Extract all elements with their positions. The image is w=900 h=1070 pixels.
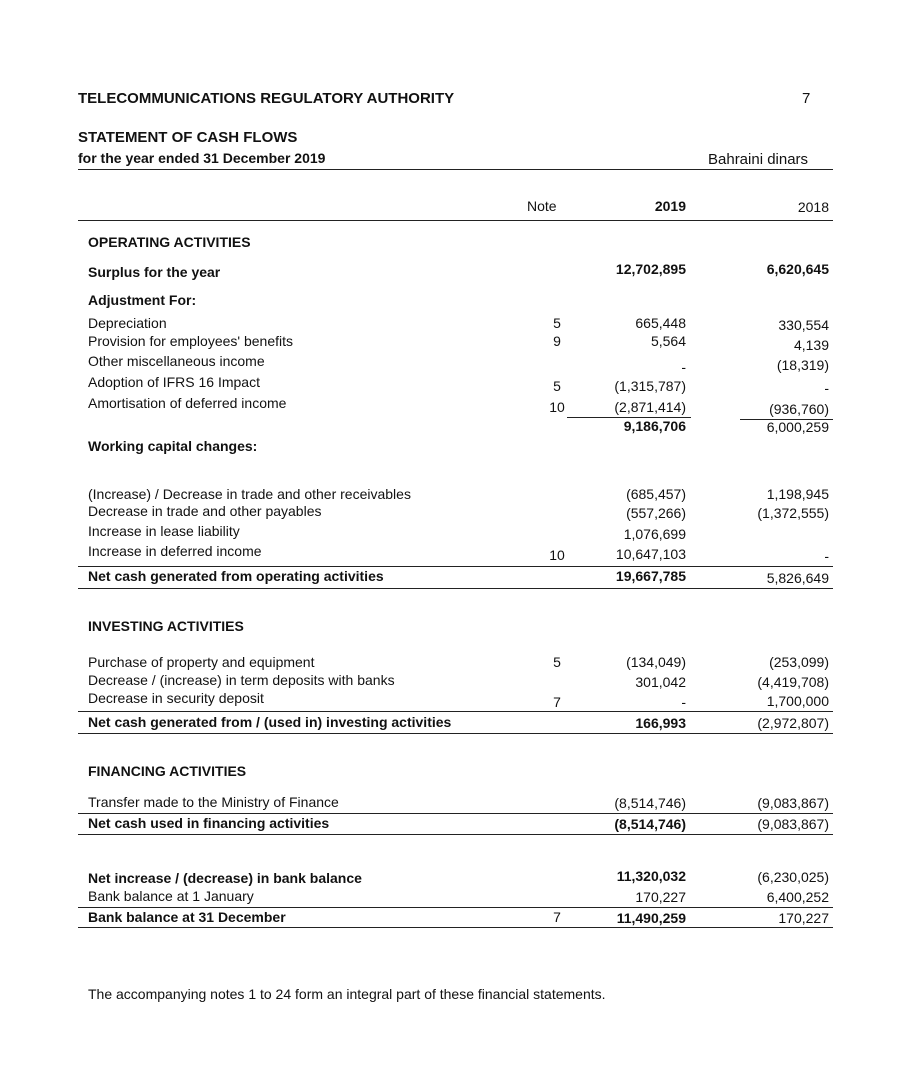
value-2019: -	[681, 359, 686, 375]
value-2018: 6,620,645	[766, 261, 829, 277]
adjustments-heading: Adjustment For:	[88, 292, 197, 308]
operating-total-bottom-rule	[78, 588, 833, 589]
value-2018: 170,227	[778, 910, 829, 926]
operating-total-top-rule	[78, 566, 833, 567]
row-label: Surplus for the year	[88, 264, 221, 280]
row-note: 7	[553, 694, 561, 710]
row-label: Net increase / (decrease) in bank balance	[88, 870, 362, 886]
row-label: Net cash generated from / (used in) investing activities	[88, 714, 452, 730]
value-2018: 5,826,649	[766, 570, 829, 586]
value-2018: (9,083,867)	[757, 795, 829, 811]
row-label: Depreciation	[88, 315, 167, 331]
value-2019: 665,448	[635, 315, 686, 331]
investing-row	[0, 672, 900, 692]
net-change-row	[0, 868, 900, 888]
financing-total-bottom-rule	[78, 834, 833, 835]
working-capital-row	[0, 523, 900, 543]
row-label: Increase in deferred income	[88, 543, 262, 559]
row-label: Decrease / (increase) in term deposits with banks	[88, 672, 395, 688]
row-label: Net cash used in financing activities	[88, 815, 330, 831]
statement-title: STATEMENT OF CASH FLOWS	[78, 129, 298, 146]
investing-row	[0, 654, 900, 674]
adjustment-row	[0, 374, 900, 394]
footer-note: The accompanying notes 1 to 24 form an integral part of these financial statements.	[88, 986, 606, 1002]
statement-period: for the year ended 31 December 2019	[78, 150, 326, 166]
row-label: Net cash generated from operating activities	[88, 568, 384, 584]
value-2018: 1,700,000	[766, 693, 829, 709]
investing-row	[0, 690, 900, 710]
row-note: 5	[553, 378, 561, 394]
value-2018: -	[824, 380, 829, 396]
value-2019: 12,702,895	[615, 261, 686, 277]
investing-heading: INVESTING ACTIVITIES	[88, 618, 244, 634]
value-2019: (1,315,787)	[614, 378, 686, 394]
value-2019: 11,490,259	[616, 910, 686, 926]
investing-total-row	[0, 714, 900, 734]
investing-total-top-rule	[78, 711, 833, 712]
row-label: Decrease in trade and other payables	[88, 503, 322, 519]
value-2019: 19,667,785	[615, 568, 686, 584]
value-2019: 301,042	[635, 674, 686, 690]
row-note: 9	[553, 333, 561, 349]
value-2019: (2,871,414)	[614, 399, 686, 415]
value-2018: 330,554	[778, 317, 829, 333]
adjustment-row	[0, 353, 900, 373]
opening-balance-row	[0, 888, 900, 908]
closing-balance-row	[0, 909, 900, 929]
value-2018: (18,319)	[776, 357, 829, 373]
value-2018: (2,972,807)	[757, 715, 829, 731]
financing-total-top-rule	[78, 813, 833, 814]
value-2018: 1,198,945	[766, 486, 829, 502]
financing-heading: FINANCING ACTIVITIES	[88, 763, 247, 779]
value-2019: 1,076,699	[623, 526, 686, 542]
row-label: Other miscellaneous income	[88, 353, 265, 369]
column-header-rule	[78, 220, 833, 221]
financing-row	[0, 794, 900, 814]
value-2018: -	[824, 548, 829, 564]
row-note: 5	[553, 315, 561, 331]
value-2019: 166,993	[635, 715, 686, 731]
row-label: Adoption of IFRS 16 Impact	[88, 374, 260, 390]
value-2018: (1,372,555)	[757, 505, 829, 521]
organization-name: TELECOMMUNICATIONS REGULATORY AUTHORITY	[78, 90, 455, 107]
value-2018: 6,400,252	[766, 889, 829, 905]
value-2019: 170,227	[635, 889, 686, 905]
header-rule	[78, 169, 833, 170]
surplus-row	[0, 261, 900, 281]
value-2018: 6,000,259	[766, 419, 829, 435]
value-2018: 4,139	[793, 337, 829, 353]
working-capital-row	[0, 503, 900, 523]
adjustments-subtotal-row	[0, 418, 900, 438]
row-label: Bank balance at 31 December	[88, 909, 286, 925]
closing-bottom-rule	[78, 927, 833, 928]
row-label: Transfer made to the Ministry of Finance	[88, 794, 339, 810]
operating-total-row	[0, 568, 900, 588]
value-2018: (6,230,025)	[757, 869, 829, 885]
working-capital-row	[0, 543, 900, 563]
value-2019: -	[681, 694, 686, 710]
operating-heading: OPERATING ACTIVITIES	[88, 234, 251, 250]
row-label: Bank balance at 1 January	[88, 888, 254, 904]
working-capital-heading: Working capital changes:	[88, 438, 258, 454]
value-2019: 9,186,706	[623, 418, 686, 434]
financing-total-row	[0, 815, 900, 835]
adjustment-row	[0, 315, 900, 335]
adjustment-row	[0, 395, 900, 415]
row-label: Increase in lease liability	[88, 523, 240, 539]
row-note: 10	[549, 547, 565, 563]
value-2019: 11,320,032	[616, 868, 686, 884]
page-number: 7	[802, 90, 811, 107]
investing-total-bottom-rule	[78, 733, 833, 734]
value-2019: 10,647,103	[615, 546, 686, 562]
row-label: (Increase) / Decrease in trade and other receivables	[88, 486, 411, 502]
row-label: Purchase of property and equipment	[88, 654, 315, 670]
col-note-header: Note	[527, 198, 557, 214]
row-note: 10	[549, 399, 565, 415]
closing-top-rule	[78, 907, 833, 908]
row-label: Decrease in security deposit	[88, 690, 264, 706]
value-2019: (8,514,746)	[614, 795, 686, 811]
value-2018: (253,099)	[769, 654, 829, 670]
value-2018: (936,760)	[769, 401, 829, 417]
value-2019: (8,514,746)	[614, 816, 686, 832]
currency-label: Bahraini dinars	[708, 151, 809, 168]
col-2018-header: 2018	[797, 199, 829, 215]
value-2019: (557,266)	[626, 505, 686, 521]
adjustment-row	[0, 333, 900, 353]
value-2019: 5,564	[650, 333, 686, 349]
value-2019: (685,457)	[626, 486, 686, 502]
row-note: 5	[553, 654, 561, 670]
row-note: 7	[553, 909, 561, 925]
value-2018: (4,419,708)	[757, 674, 829, 690]
row-label: Provision for employees' benefits	[88, 333, 293, 349]
value-2019: (134,049)	[626, 654, 686, 670]
col-2019-header: 2019	[654, 198, 686, 214]
row-label: Amortisation of deferred income	[88, 395, 287, 411]
value-2018: (9,083,867)	[757, 816, 829, 832]
